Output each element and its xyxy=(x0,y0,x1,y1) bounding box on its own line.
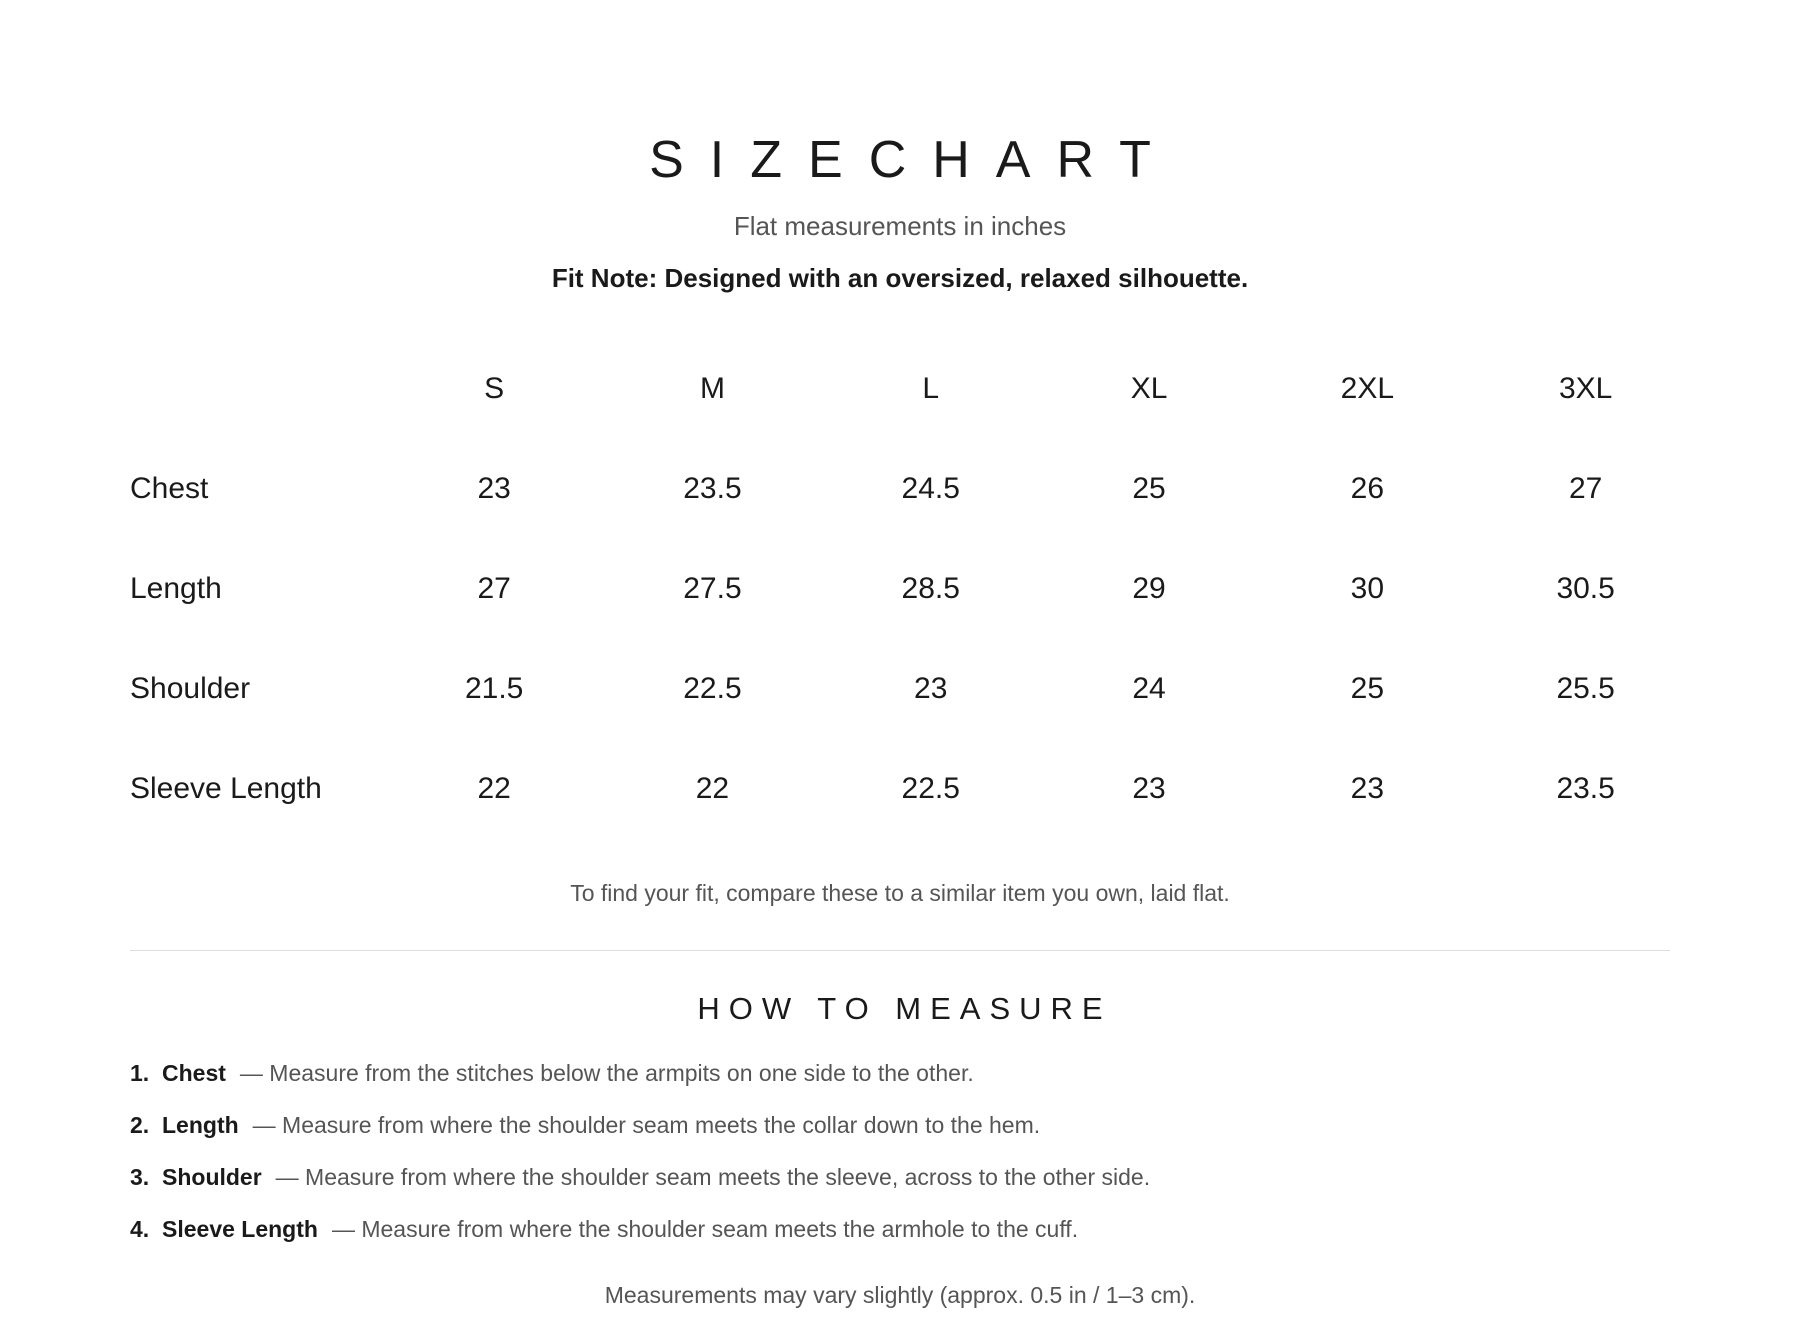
size-header-xl: XL xyxy=(1130,372,1168,405)
row-label: Chest xyxy=(130,472,209,505)
table-cell: 24 xyxy=(1132,672,1166,705)
table-row-sleeve-length xyxy=(130,739,1695,839)
list-item xyxy=(130,1108,1670,1160)
step-description: — Measure from where the shoulder seam meets the armhole to the cuff. xyxy=(331,1216,1079,1242)
table-row-chest xyxy=(130,439,1695,539)
step-number: 2. xyxy=(130,1112,150,1138)
table-cell: 24.5 xyxy=(901,472,960,505)
size-header-2xl: 2XL xyxy=(1340,372,1395,405)
list-item xyxy=(130,1056,1670,1108)
row-label: Sleeve Length xyxy=(130,772,322,805)
table-cell: 30.5 xyxy=(1556,572,1615,605)
size-header-m: M xyxy=(699,372,725,405)
table-cell: 30 xyxy=(1350,572,1385,605)
table-cell: 22 xyxy=(477,772,511,805)
table-cell: 25 xyxy=(1350,672,1385,705)
step-description: — Measure from the stitches below the armpits on one side to the other. xyxy=(239,1060,974,1086)
size-header-l: L xyxy=(922,372,940,405)
table-cell: 21.5 xyxy=(464,672,524,705)
table-cell: 28.5 xyxy=(901,572,960,605)
table-cell: 27 xyxy=(477,572,511,605)
measure-steps-list xyxy=(130,1056,1670,1264)
table-cell: 22.5 xyxy=(683,672,742,705)
table-cell: 22.5 xyxy=(901,772,960,805)
table-cell: 27 xyxy=(1568,472,1603,505)
how-to-measure-title: HOW TO MEASURE xyxy=(697,991,1112,1026)
table-cell: 27.5 xyxy=(683,572,742,605)
table-cell: 23 xyxy=(477,472,511,505)
step-term: Shoulder xyxy=(162,1164,262,1190)
table-cell: 29 xyxy=(1132,572,1166,605)
size-header-3xl: 3XL xyxy=(1558,372,1613,405)
step-description: — Measure from where the shoulder seam meets the sleeve, across to the other side. xyxy=(275,1164,1151,1190)
table-cell: 23 xyxy=(914,672,948,705)
step-description: — Measure from where the shoulder seam meets the collar down to the hem. xyxy=(252,1112,1041,1138)
measurement-disclaimer: Measurements may vary slightly (approx. 0.5 in / 1–3 cm). xyxy=(604,1282,1196,1308)
row-label: Length xyxy=(130,572,222,605)
table-cell: 25 xyxy=(1132,472,1166,505)
step-term: Chest xyxy=(162,1060,226,1086)
table-cell: 26 xyxy=(1350,472,1385,505)
step-term: Sleeve Length xyxy=(162,1216,318,1242)
step-term: Length xyxy=(162,1112,239,1138)
table-cell: 22 xyxy=(695,772,730,805)
list-item xyxy=(130,1212,1670,1264)
table-row-shoulder xyxy=(130,639,1695,739)
size-header-row xyxy=(130,339,1695,439)
table-row-length xyxy=(130,539,1695,639)
fit-comparison-note: To find your fit, compare these to a similar item you own, laid flat. xyxy=(570,880,1230,906)
table-cell: 23.5 xyxy=(1556,772,1615,805)
table-cell: 23 xyxy=(1132,772,1166,805)
table-cell: 23 xyxy=(1350,772,1385,805)
step-number: 4. xyxy=(130,1216,150,1242)
table-cell: 25.5 xyxy=(1556,672,1615,705)
size-table xyxy=(130,339,1695,839)
page-subtitle: Flat measurements in inches xyxy=(733,211,1067,241)
list-item xyxy=(130,1160,1670,1212)
step-number: 3. xyxy=(130,1164,150,1190)
section-divider xyxy=(130,950,1670,951)
step-number: 1. xyxy=(130,1060,150,1086)
fit-note: Fit Note: Designed with an oversized, relaxed silhouette. xyxy=(551,263,1249,293)
header-corner-cell xyxy=(130,339,385,439)
page-title: SIZECHART xyxy=(649,131,1177,189)
row-label: Shoulder xyxy=(130,672,251,705)
size-header-s: S xyxy=(484,372,505,405)
table-cell: 23.5 xyxy=(683,472,742,505)
